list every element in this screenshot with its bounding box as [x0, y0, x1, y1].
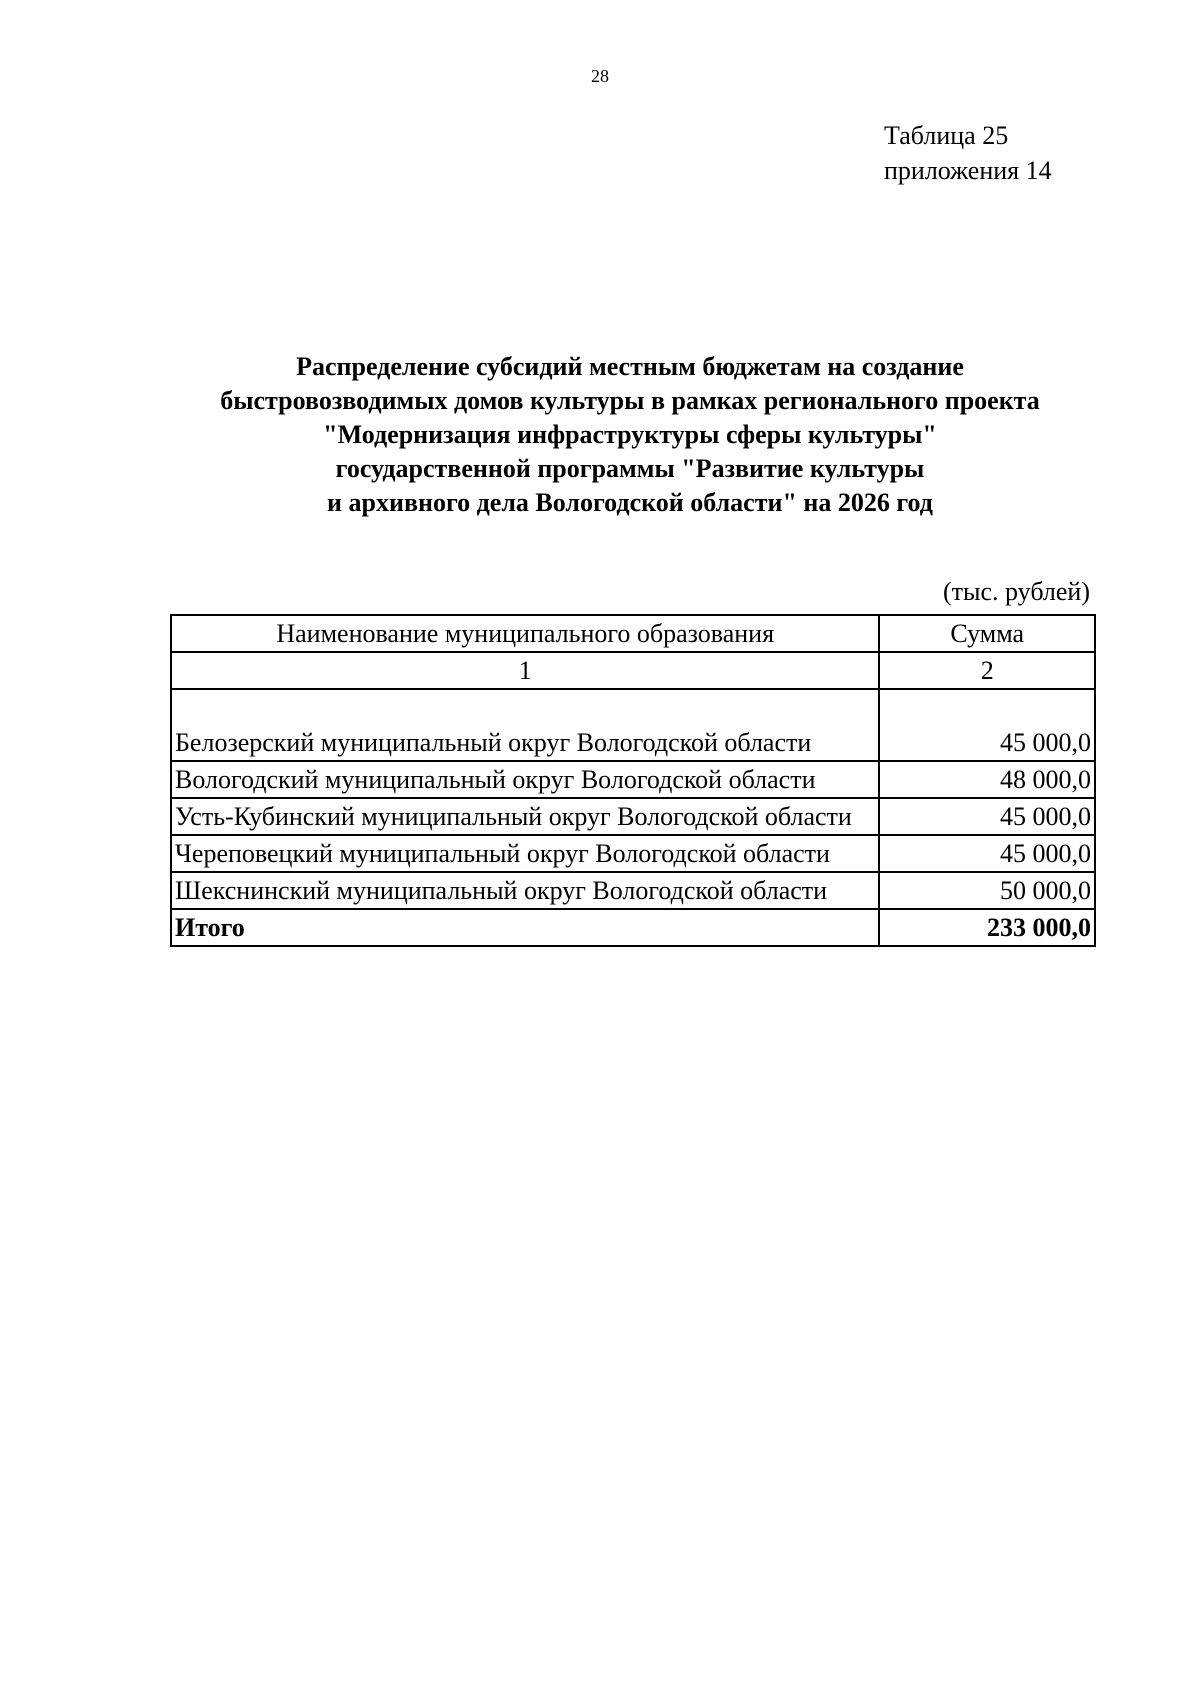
- table-reference-line-2: приложения 14: [884, 156, 1052, 185]
- subsidy-table: [170, 614, 1096, 947]
- title-line-5: и архивного дела Вологодской области" на 2026 год: [327, 488, 933, 517]
- table-row: [171, 798, 1095, 835]
- municipality-name: Череповецкий муниципальный округ Вологодской области: [171, 835, 879, 872]
- title-line-4: государственной программы "Развитие культуры: [335, 454, 925, 483]
- municipality-name: Вологодский муниципальный округ Вологодской области: [171, 761, 879, 798]
- table-row: [171, 835, 1095, 872]
- table-reference-line-1: Таблица 25: [884, 121, 1009, 150]
- page-number: 28: [591, 66, 609, 86]
- column-number-1: 1: [171, 652, 879, 689]
- document-title: [150, 350, 1110, 520]
- table-row: [171, 872, 1095, 909]
- total-row: [171, 909, 1095, 946]
- table-row: [171, 761, 1095, 798]
- table-reference: [884, 118, 1052, 188]
- subsidy-sum: 45 000,0: [879, 689, 1095, 761]
- title-line-2: быстровозводимых домов культуры в рамках регионального проекта: [220, 386, 1040, 415]
- subsidy-sum: 48 000,0: [879, 761, 1095, 798]
- total-sum: 233 000,0: [879, 909, 1095, 946]
- title-line-1: Распределение субсидий местным бюджетам на создание: [296, 352, 964, 381]
- unit-label: (тыс. рублей): [942, 577, 1090, 606]
- table-header-row: [171, 615, 1095, 652]
- municipality-name: Усть-Кубинский муниципальный округ Вологодской области: [171, 798, 879, 835]
- header-municipality: Наименование муниципального образования: [171, 615, 879, 652]
- column-number-2: 2: [879, 652, 1095, 689]
- table-row: [171, 689, 1095, 761]
- subsidy-sum: 45 000,0: [879, 835, 1095, 872]
- subsidy-sum: 45 000,0: [879, 798, 1095, 835]
- header-sum: Сумма: [879, 615, 1095, 652]
- subsidy-sum: 50 000,0: [879, 872, 1095, 909]
- column-number-row: [171, 652, 1095, 689]
- municipality-name: Шекснинский муниципальный округ Вологодской области: [171, 872, 879, 909]
- total-label: Итого: [171, 909, 879, 946]
- title-line-3: "Модернизация инфраструктуры сферы культуры": [323, 420, 937, 449]
- municipality-name: Белозерский муниципальный округ Вологодской области: [171, 689, 879, 761]
